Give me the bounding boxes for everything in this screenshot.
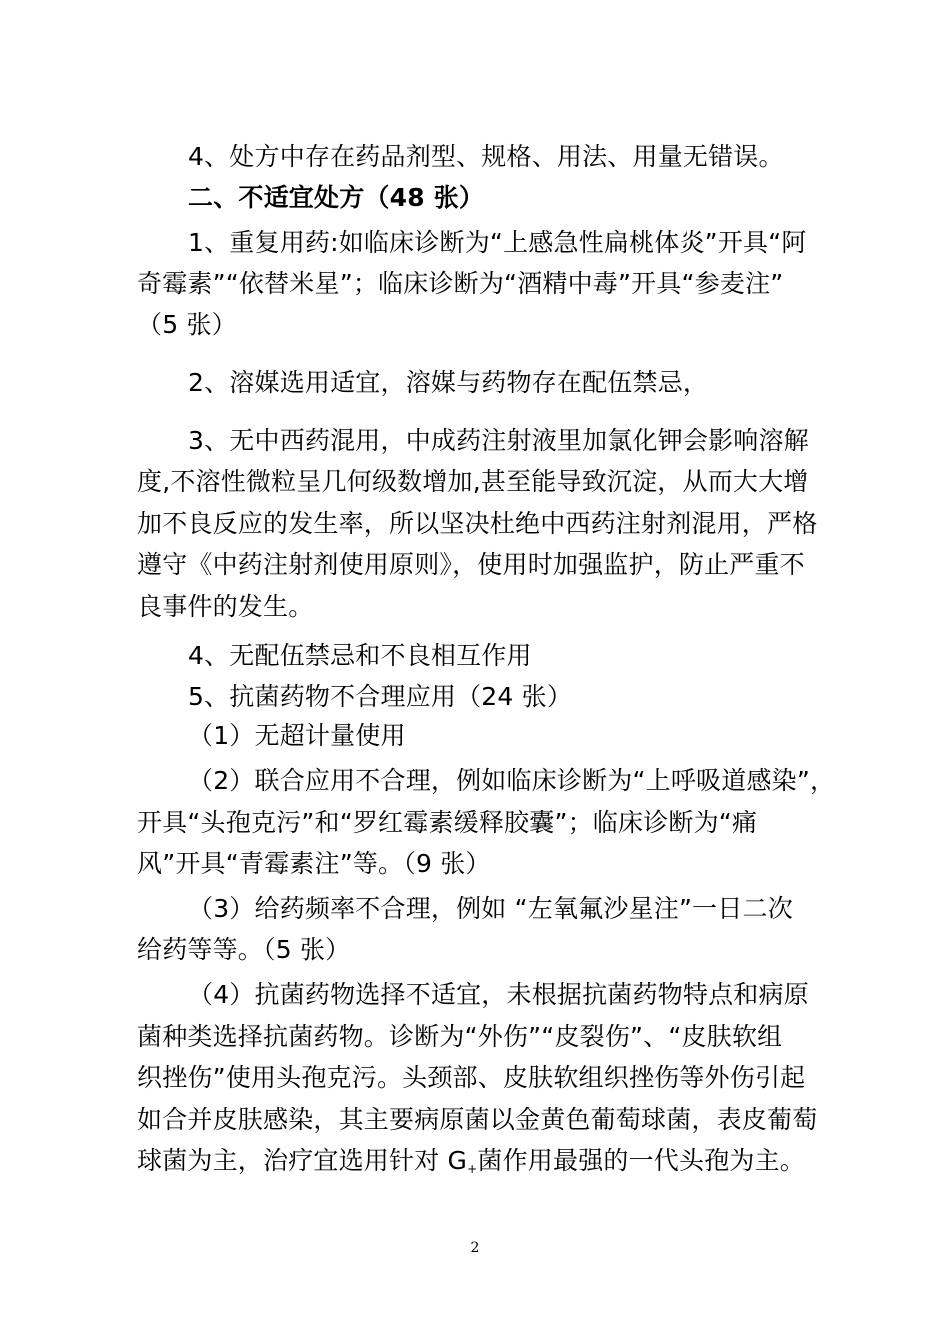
paragraph-line: 5、抗菌药物不合理应用（24 张） bbox=[188, 682, 573, 711]
paragraph-line: 良事件的发生。 bbox=[137, 592, 314, 621]
paragraph-line: 给药等等。（5 张） bbox=[137, 935, 351, 964]
paragraph-line: 开具“头孢克污”和“罗红霉素缓释胶囊”；临床诊断为“痛 bbox=[137, 808, 758, 837]
paragraph-line: 4、无配伍禁忌和不良相互作用 bbox=[188, 641, 532, 670]
paragraph-line: 1、重复用药:如临床诊断为“上感急性扁桃体炎”开具“阿 bbox=[188, 228, 807, 257]
paragraph-line: （3）给药频率不合理，例如 “左氧氟沙星注”一日二次 bbox=[188, 894, 793, 923]
text-run: 球菌为主，治疗宜选用针对 G bbox=[137, 1146, 468, 1175]
paragraph-line: 风”开具“青霉素注”等。（9 张） bbox=[137, 849, 491, 878]
subscript-plus: + bbox=[467, 1162, 478, 1176]
paragraph-line: 菌种类选择抗菌药物。诊断为“外伤”“皮裂伤”、“皮肤软组 bbox=[137, 1022, 783, 1051]
paragraph-line bbox=[137, 1144, 805, 1186]
page-number: 2 bbox=[470, 1240, 480, 1256]
paragraph-line: 度,不溶性微粒呈几何级数增加,甚至能导致沉淀，从而大大增 bbox=[137, 467, 809, 496]
paragraph-line: 奇霉素”“依替米星”；临床诊断为“酒精中毒”开具“参麦注” bbox=[137, 269, 784, 298]
paragraph-line: 如合并皮肤感染，其主要病原菌以金黄色葡萄球菌，表皮葡萄 bbox=[137, 1105, 818, 1134]
paragraph-line: （1）无超计量使用 bbox=[188, 721, 406, 750]
paragraph-line: 织挫伤”使用头孢克污。头颈部、皮肤软组织挫伤等外伤引起 bbox=[137, 1063, 806, 1092]
paragraph-line: （4）抗菌药物选择不适宜，未根据抗菌药物特点和病原 bbox=[188, 980, 809, 1009]
paragraph-line: （5 张） bbox=[137, 310, 237, 339]
paragraph-line: 3、无中西药混用，中成药注射液里加氯化钾会影响溶解 bbox=[188, 426, 809, 455]
paragraph-line: 加不良反应的发生率，所以坚决杜绝中西药注射剂混用，严格 bbox=[137, 509, 818, 538]
paragraph-line: （2）联合应用不合理，例如临床诊断为“上呼吸道感染”， bbox=[188, 766, 836, 795]
paragraph-line: 2、溶媒选用适宜，溶媒与药物存在配伍禁忌， bbox=[188, 368, 709, 397]
text-run: 菌作用最强的一代头孢为主。 bbox=[477, 1146, 805, 1175]
paragraph-line: 遵守《中药注射剂使用原则》，使用时加强监护，防止严重不 bbox=[137, 550, 805, 579]
section-heading: 二、不适宜处方（48 张） bbox=[188, 183, 485, 212]
paragraph-line: 4、处方中存在药品剂型、规格、用法、用量无错误。 bbox=[188, 142, 784, 171]
